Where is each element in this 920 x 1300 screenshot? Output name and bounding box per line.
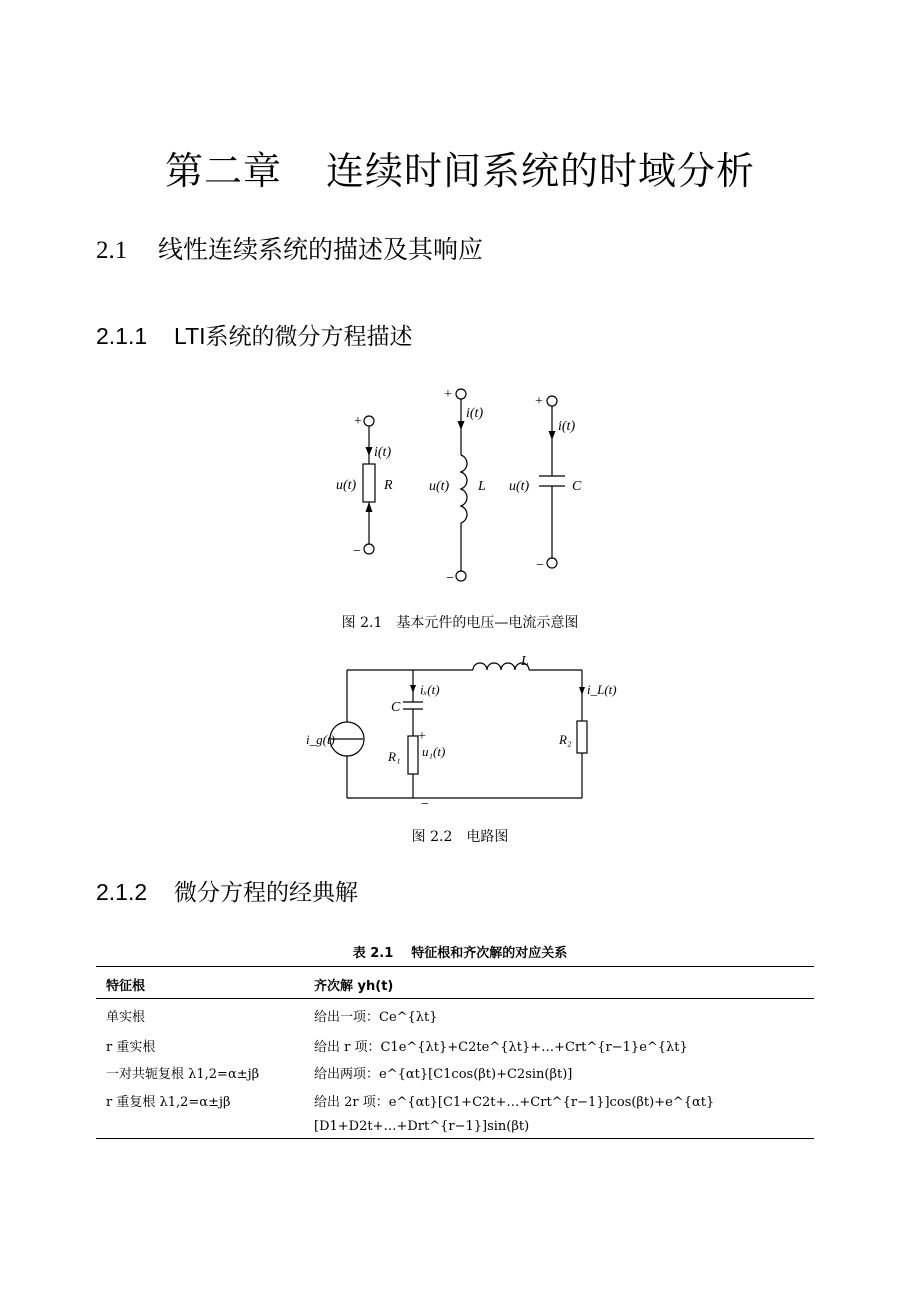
l-minus-label: − xyxy=(446,571,454,586)
fig2-ig-label: i_g(t) xyxy=(306,732,335,747)
subsection2-number: 2.1.2 xyxy=(96,879,148,905)
fig2-C-label: C xyxy=(391,700,401,715)
fig2-ic-label: iₓ(t) xyxy=(420,682,440,697)
table-row-3-solution: 给出两项：e^{αt}[C1cos(βt)+C2sin(βt)] xyxy=(314,1067,573,1082)
table-row-3-root: 一对共轭复根 λ1,2=α±jβ xyxy=(106,1067,260,1082)
chapter-number: 第二章 xyxy=(164,149,282,193)
fig2-minus-label: − xyxy=(421,797,429,810)
section-title: 线性连续系统的描述及其响应 xyxy=(158,235,484,264)
c-current-label: i(t) xyxy=(558,419,576,434)
c-plus-label: + xyxy=(535,394,543,409)
table-header-solution: 齐次解 yh(t) xyxy=(314,979,394,994)
table-title xyxy=(0,942,920,961)
figure2-caption-text: 电路图 xyxy=(466,829,509,845)
r-minus-label: − xyxy=(353,544,361,559)
r-name-label: R xyxy=(384,478,393,493)
subsection2-title: 微分方程的经典解 xyxy=(174,880,358,906)
subsection-lti: LTI xyxy=(174,323,206,349)
table-row-1-root: 单实根 xyxy=(106,1010,146,1025)
l-name-label: L xyxy=(478,479,486,494)
subsection-title: 系统的微分方程描述 xyxy=(205,324,413,350)
table-row-1-solution: 给出一项：Ce^{λt} xyxy=(314,1010,438,1025)
subsection-heading-2 xyxy=(96,874,358,907)
figure2-caption xyxy=(0,826,920,846)
l-current-label: i(t) xyxy=(466,406,484,421)
fig2-iL-label: i_L(t) xyxy=(587,682,617,697)
table-header-root: 特征根 xyxy=(106,979,146,994)
table-row-2-root: r 重实根 xyxy=(106,1040,156,1055)
fig2-u1-label: u₁(t) xyxy=(422,744,446,759)
figure1-caption xyxy=(0,612,920,632)
section-number: 2.1 xyxy=(96,237,128,264)
l-voltage-label: u(t) xyxy=(429,479,450,494)
table-row-2-solution: 给出 r 项：C1e^{λt}+C2te^{λt}+…+Crt^{r−1}e^{λt} xyxy=(314,1040,688,1055)
c-name-label: C xyxy=(572,479,582,494)
r-plus-label: + xyxy=(354,414,362,429)
figure1-caption-number: 图 2.1 xyxy=(341,615,383,631)
table-row-4-solution: 给出 2r 项：e^{αt}[C1+C2t+…+Crt^{r−1}]cos(βt)+e^{αt}[D1+D2t+…+Drt^{r−1}]sin(βt) xyxy=(314,1095,715,1134)
subsection-heading-1 xyxy=(96,318,413,351)
c-minus-label: − xyxy=(536,558,544,573)
fig2-plus-label: + xyxy=(418,729,426,744)
table-title-text: 特征根和齐次解的对应关系 xyxy=(411,946,568,961)
chapter-title xyxy=(0,140,920,195)
figure2-caption-number: 图 2.2 xyxy=(411,829,453,845)
fig2-L-label: L xyxy=(521,654,529,669)
subsection-number: 2.1.1 xyxy=(96,323,148,349)
fig2-R2-label: R₂ xyxy=(559,732,572,747)
figure-basic-elements xyxy=(320,380,610,590)
fig2-R1-label: R₁ xyxy=(388,749,401,764)
chapter-name: 连续时间系统的时域分析 xyxy=(326,149,756,193)
section-heading xyxy=(96,230,483,266)
figure-circuit xyxy=(300,648,620,810)
r-voltage-label: u(t) xyxy=(336,478,357,493)
table-row-4-root: r 重复根 λ1,2=α±jβ xyxy=(106,1095,231,1110)
r-current-label: i(t) xyxy=(374,445,392,460)
figure1-caption-text: 基本元件的电压—电流示意图 xyxy=(396,615,579,631)
l-plus-label: + xyxy=(444,387,452,402)
table-title-number: 表 2.1 xyxy=(352,946,394,961)
c-voltage-label: u(t) xyxy=(509,479,530,494)
